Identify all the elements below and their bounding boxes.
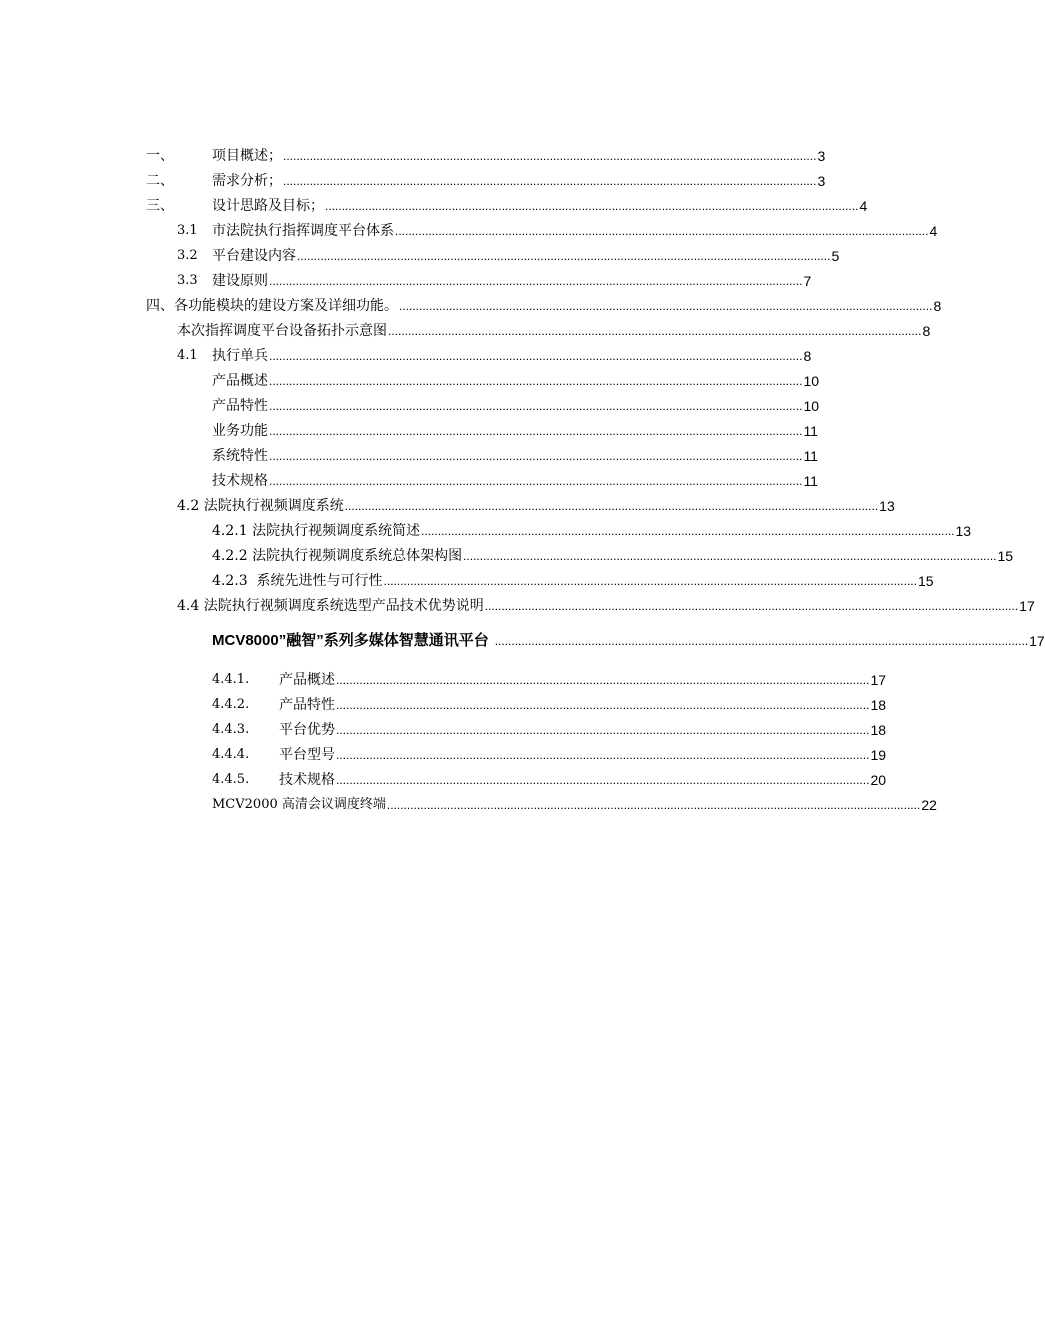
toc-entry-title: 4.2 法院执行视频调度系统 (177, 498, 344, 514)
toc-entry[interactable] (146, 193, 868, 215)
toc-entry[interactable] (212, 443, 818, 465)
toc-entry[interactable] (177, 318, 931, 340)
toc-entry-page: 15 (917, 573, 934, 589)
toc-entry-number: 二、 (146, 173, 174, 189)
toc-entry-page: 5 (831, 248, 840, 264)
toc-leader-dots: ................................................................................................................................................................ (297, 249, 831, 263)
toc-entry-title: 需求分析； (212, 173, 282, 189)
toc-entry-number: 3.1 (177, 223, 198, 238)
toc-leader-dots: ................................................................................................................................................................ (383, 574, 917, 588)
toc-entry-title: 产品概述 (279, 672, 335, 688)
toc-leader-dots: ................................................................................................................................................................ (269, 349, 803, 363)
toc-entry[interactable] (212, 742, 887, 764)
toc-entry-title: 4.4 法院执行视频调度系统选型产品技术优势说明 (177, 598, 484, 614)
toc-leader-dots: ................................................................................................................................................................ (336, 673, 870, 687)
toc-entry-title: 项目概述； (212, 148, 282, 164)
toc-entry[interactable] (146, 143, 826, 165)
toc-entry[interactable] (212, 626, 1045, 650)
toc-entry-title: 平台建设内容 (212, 248, 296, 264)
toc-entry[interactable] (212, 568, 934, 590)
toc-leader-dots: ................................................................................................................................................................ (269, 274, 803, 288)
toc-entry-title: 市法院执行指挥调度平台体系 (212, 223, 394, 239)
toc-entry[interactable] (212, 518, 972, 540)
toc-entry-page: 17 (1019, 598, 1035, 614)
toc-entry-page: 4 (859, 198, 868, 214)
toc-entry-page: 3 (817, 173, 826, 189)
toc-entry-number: 3.3 (177, 273, 198, 288)
toc-entry-page: 11 (803, 473, 818, 489)
toc-entry-page: 11 (803, 448, 818, 464)
toc-leader-dots: ................................................................................................................................................................ (463, 549, 997, 563)
toc-leader-dots: ................................................................................................................................................................ (269, 424, 803, 438)
toc-entry-page: 8 (803, 348, 812, 364)
toc-entry-number: 4.4.5. (212, 772, 250, 787)
toc-entry[interactable] (177, 593, 1035, 615)
toc-entry-number: 3.2 (177, 248, 198, 263)
toc-entry-page: 10 (803, 398, 820, 414)
toc-entry[interactable] (212, 717, 887, 739)
toc-entry-page: 13 (879, 498, 895, 514)
toc-entry-number: 4.4.4. (212, 747, 250, 762)
toc-entry[interactable] (177, 243, 840, 265)
toc-leader-dots: ................................................................................................................................................................ (336, 723, 870, 737)
toc-entry-number: 4.4.3. (212, 722, 250, 737)
toc-entry-title: 技术规格 (212, 473, 268, 489)
toc-entry-page: 15 (997, 548, 1014, 564)
toc-entry[interactable] (212, 667, 887, 689)
toc-leader-dots: ................................................................................................................................................................ (269, 449, 803, 463)
toc-entry-title: 平台优势 (279, 722, 335, 738)
toc-entry[interactable] (212, 692, 887, 714)
toc-entry[interactable] (177, 268, 812, 290)
toc-entry-page: 8 (922, 323, 931, 339)
toc-entry[interactable] (212, 368, 820, 390)
toc-entry-title: 建设原则 (212, 273, 268, 289)
toc-entry-title: 4.2.1 法院执行视频调度系统简述 (212, 523, 421, 539)
toc-entry-page: 7 (803, 273, 812, 289)
toc-entry[interactable] (212, 393, 820, 415)
toc-entry[interactable] (212, 468, 818, 490)
toc-leader-dots: ................................................................................................................................................................ (336, 748, 870, 762)
toc-entry[interactable] (212, 767, 887, 789)
toc-entry-page: 17 (870, 672, 887, 688)
toc-entry-number: 4.4.2. (212, 697, 250, 712)
toc-entry-title: 4.2.2 法院执行视频调度系统总体架构图 (212, 548, 463, 564)
toc-leader-dots: ................................................................................................................................................................ (421, 524, 955, 538)
toc-leader-dots: ................................................................................................................................................................ (484, 599, 1019, 613)
toc-leader-dots: ................................................................................................................................................................ (325, 199, 859, 213)
toc-entry-number: 一、 (146, 148, 174, 164)
toc-leader-dots: ................................................................................................................................................................ (395, 224, 929, 238)
toc-entry-title: MCV2000 高清会议调度终端 (212, 797, 386, 812)
toc-leader-dots: ................................................................................................................................................................ (388, 324, 922, 338)
toc-entry-title: 执行单兵 (212, 348, 268, 364)
toc-entry-page: 11 (803, 423, 818, 439)
toc-leader-dots: ................................................................................................................................................................ (399, 299, 933, 313)
toc-entry[interactable] (212, 792, 937, 814)
toc-entry[interactable] (212, 543, 1014, 565)
toc-entry-page: 19 (870, 747, 887, 763)
toc-entry[interactable] (177, 493, 895, 515)
toc-entry-title: 本次指挥调度平台设备拓扑示意图 (177, 323, 387, 339)
toc-leader-dots: ................................................................................................................................................................ (283, 149, 817, 163)
toc-entry-page: 18 (870, 722, 887, 738)
toc-entry-number: 三、 (146, 198, 174, 214)
toc-entry-page: 3 (817, 148, 826, 164)
toc-leader-dots: ................................................................................................................................................................ (494, 634, 1029, 648)
toc-entry[interactable] (146, 168, 826, 190)
toc-entry-title: 系统特性 (212, 448, 268, 464)
toc-entry-title: 四、各功能模块的建设方案及详细功能。 (146, 298, 398, 314)
toc-entry[interactable] (146, 293, 942, 315)
toc-entry[interactable] (212, 418, 818, 440)
toc-entry-page: 8 (933, 298, 942, 314)
toc-entry-page: 20 (870, 772, 887, 788)
toc-leader-dots: ................................................................................................................................................................ (269, 374, 803, 388)
toc-leader-dots: ................................................................................................................................................................ (386, 798, 921, 812)
toc-entry-number: 4.1 (177, 348, 198, 363)
toc-entry-page: 13 (955, 523, 972, 539)
toc-entry[interactable] (177, 218, 938, 240)
toc-entry-page: 18 (870, 697, 887, 713)
toc-entry-page: 17 (1029, 633, 1045, 649)
toc-entry-page: 4 (929, 223, 938, 239)
toc-leader-dots: ................................................................................................................................................................ (336, 698, 870, 712)
toc-leader-dots: ................................................................................................................................................................ (269, 399, 803, 413)
toc-entry-title: 4.2.3 系统先进性与可行性 (212, 573, 383, 589)
toc-entry-title: 技术规格 (279, 772, 335, 788)
toc-leader-dots: ................................................................................................................................................................ (344, 499, 879, 513)
toc-leader-dots: ................................................................................................................................................................ (269, 474, 803, 488)
toc-entry-number: 4.4.1. (212, 672, 250, 687)
toc-leader-dots: ................................................................................................................................................................ (283, 174, 817, 188)
toc-entry-title: MCV8000”融智”系列多媒体智慧通讯平台 (212, 632, 489, 649)
toc-entry-title: 产品特性 (279, 697, 335, 713)
toc-leader-dots: ................................................................................................................................................................ (336, 773, 870, 787)
toc-entry[interactable] (177, 343, 812, 365)
toc-entry-title: 产品特性 (212, 398, 268, 414)
toc-entry-title: 设计思路及目标； (212, 198, 324, 214)
toc-entry-page: 22 (921, 797, 937, 813)
toc-entry-page: 10 (803, 373, 820, 389)
toc-entry-title: 产品概述 (212, 373, 268, 389)
toc-entry-title: 平台型号 (279, 747, 335, 763)
toc-entry-title: 业务功能 (212, 423, 268, 439)
